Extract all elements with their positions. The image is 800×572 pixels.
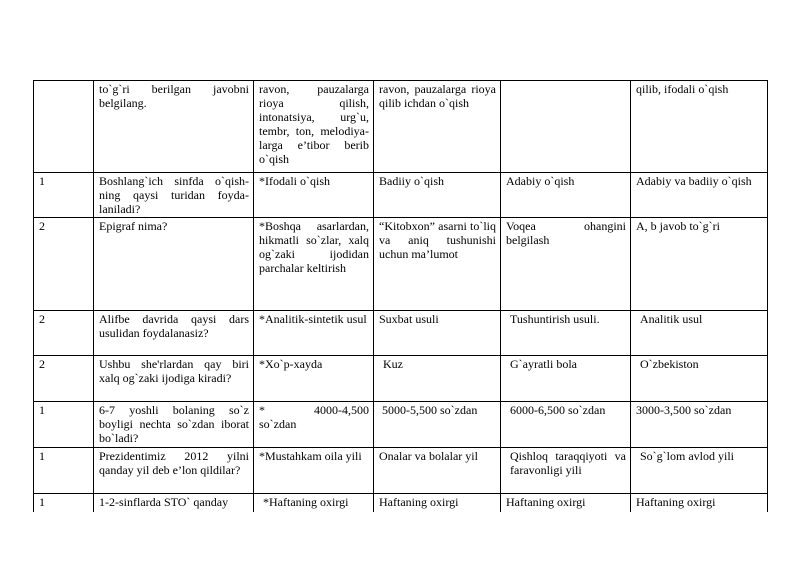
table-row [34,356,768,402]
table-row [34,311,768,356]
question-cell: Prezidentimiz 2012 yilni qanday yil deb e’lon qildilar? [94,448,254,494]
answer-b-cell: Suxbat usuli [374,311,501,356]
row-number: 2 [34,356,94,402]
answer-d-cell: O`zbekiston [631,356,768,402]
row-number: 1 [34,402,94,448]
question-cell: Ushbu she'rlardan qay biri xalq og`zaki ijodiga kiradi? [94,356,254,402]
question-cell: Alifbe davrida qaysi dars usulidan foydalanasiz? [94,311,254,356]
row-number: 2 [34,218,94,311]
answer-a-cell: *Ifodali o`qish [254,173,374,218]
row-number: 1 [34,173,94,218]
answer-a-cell: *Haftaning oxirgi [254,494,374,524]
question-cell: Boshlang`ich sinfda o`qish-ning qaysi turidan foyda-laniladi? [94,173,254,218]
question-cell: 1-2-sinflarda STO` qanday [94,494,254,524]
row-number: 2 [34,311,94,356]
table-row [34,402,768,448]
table-row [34,448,768,494]
question-cell: Epigraf nima? [94,218,254,311]
answer-b-cell: ravon, pauzalarga rioya qilib ichdan o`qish [374,81,501,173]
row-number: 1 [34,448,94,494]
table-row [34,218,768,311]
answer-a-cell: *Mustahkam oila yili [254,448,374,494]
answer-c-cell: Qishloq taraqqiyoti va faravonligi yili [501,448,631,494]
answer-d-cell: 3000-3,500 so`zdan [631,402,768,448]
answer-c-cell [501,81,631,173]
answer-a-cell: *Boshqa asarlardan, hikmatli so`zlar, xalq og`zaki ijodidan parchalar keltirish [254,218,374,311]
answer-b-cell: “Kitobxon” asarni to`liq va aniq tushunishi uchun ma’lumot [374,218,501,311]
answer-b-cell: Kuz [374,356,501,402]
row-number: 1 [34,494,94,524]
answer-c-cell: G`ayratli bola [501,356,631,402]
row-number [34,81,94,173]
answer-a-cell: *Analitik-sintetik usul [254,311,374,356]
answer-a-cell: *Xo`p-xayda [254,356,374,402]
answer-d-cell: Adabiy va badiiy o`qish [631,173,768,218]
question-cell: to`g`ri berilgan javobni belgilang. [94,81,254,173]
answer-b-cell: Badiiy o`qish [374,173,501,218]
question-cell: 6-7 yoshli bolaning so`z boyligi nechta so`zdan iborat bo`ladi? [94,402,254,448]
answer-b-cell: Haftaning oxirgi [374,494,501,524]
answer-d-cell: Analitik usul [631,311,768,356]
table-row [34,173,768,218]
answer-c-cell: Tushuntirish usuli. [501,311,631,356]
questions-table [33,80,768,524]
answer-c-cell: Voqea ohangini belgilash [501,218,631,311]
answer-c-cell: Adabiy o`qish [501,173,631,218]
table-row [34,81,768,173]
answer-c-cell: Haftaning oxirgi [501,494,631,524]
answer-d-cell: So`g`lom avlod yili [631,448,768,494]
answer-b-cell: 5000-5,500 so`zdan [374,402,501,448]
answer-a-cell: ravon, pauzalarga rioya qilish, intonatsiya, urg`u, tembr, ton, melodiya-larga e’tibor berib o`qish [254,81,374,173]
answer-c-cell: 6000-6,500 so`zdan [501,402,631,448]
page-bottom-margin [0,512,800,572]
answer-d-cell: Haftaning oxirgi [631,494,768,524]
answer-a-cell: * 4000-4,500 so`zdan [254,402,374,448]
answer-d-cell: qilib, ifodali o`qish [631,81,768,173]
answer-b-cell: Onalar va bolalar yil [374,448,501,494]
answer-d-cell: A, b javob to`g`ri [631,218,768,311]
